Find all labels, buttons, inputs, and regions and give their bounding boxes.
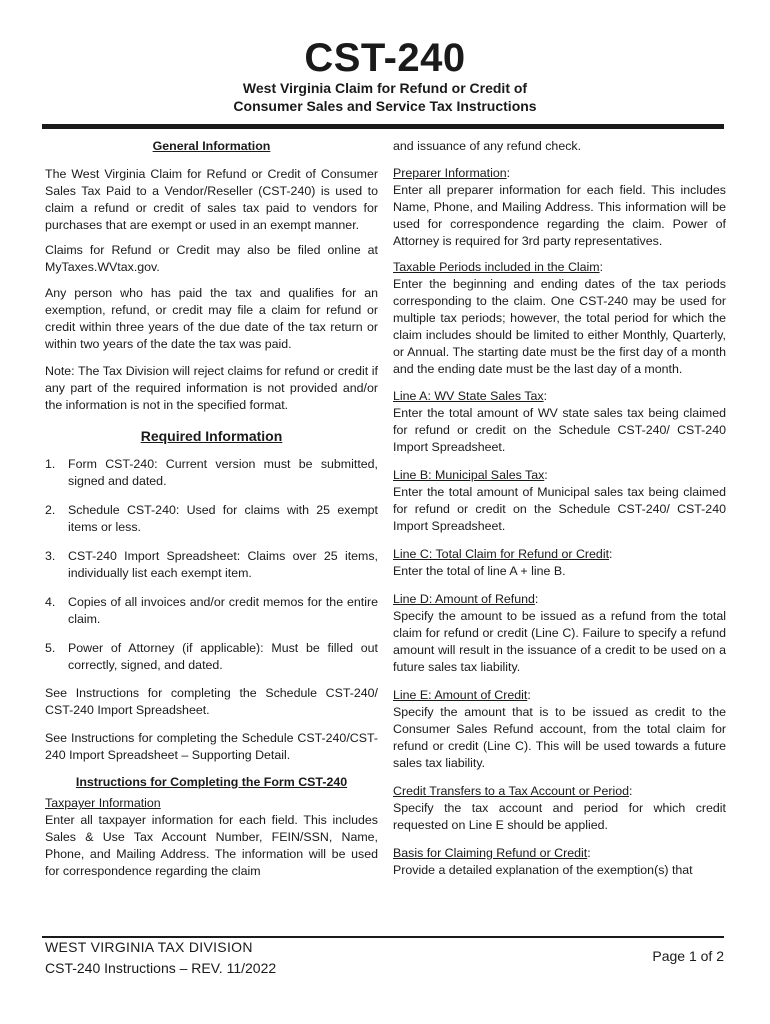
taxpayer-information-label-text: Taxpayer Information xyxy=(45,796,161,810)
line-b-label-text: Line B: Municipal Sales Tax xyxy=(393,468,545,482)
schedule-instructions-note: See Instructions for completing the Schedule CST-240/ CST-240 Import Spreadsheet. xyxy=(45,686,378,717)
footer-agency: WEST VIRGINIA TAX DIVISION xyxy=(45,939,253,955)
footer-revision: CST-240 Instructions – REV. 11/2022 xyxy=(45,960,277,976)
general-information-heading: General Information xyxy=(152,139,271,153)
general-paragraph-3: Any person who has paid the tax and qualifies for an exemption, refund, or credit may file a claim for refund or credit within three years of the due date of the tax return or within two years of the date the tax was paid. xyxy=(45,286,378,351)
document-subtitle xyxy=(0,79,770,115)
credit-transfers-text: Specify the tax account and period for which credit requested on Line E should be applied. xyxy=(393,801,726,832)
page-number: Page 1 of 2 xyxy=(652,948,724,964)
line-c-text: Enter the total of line A + line B. xyxy=(393,564,566,578)
line-b-text: Enter the total amount of Municipal sales tax being claimed for refund or credit on the Schedule CST-240/ CST-240 Import Spreadsheet. xyxy=(393,485,726,533)
line-c-label-text: Line C: Total Claim for Refund or Credit xyxy=(393,547,610,561)
preparer-information-text: Enter all preparer information for each field. This includes Name, Phone, and Mailing Address. This information will be used for correspondence regarding the claim. Power of Attorney is required for 3rd party representatives. xyxy=(393,183,726,248)
basis-for-claim-label-text: Basis for Claiming Refund or Credit xyxy=(393,846,588,860)
list-item-text: Schedule CST-240: Used for claims with 25 exempt items or less. xyxy=(68,503,378,534)
basis-for-claim-label: Basis for Claiming Refund or Credit: xyxy=(393,846,591,860)
left-column xyxy=(45,138,378,880)
footer-divider xyxy=(42,936,724,938)
basis-for-claim-text: Provide a detailed explanation of the exemption(s) that xyxy=(393,863,693,877)
subtitle-line-1: West Virginia Claim for Refund or Credit of xyxy=(242,80,528,96)
list-item-text: Copies of all invoices and/or credit memos for the entire claim. xyxy=(68,595,378,626)
list-item-text: Form CST-240: Current version must be submitted, signed and dated. xyxy=(68,457,378,488)
preparer-information-label: Preparer Information: xyxy=(393,166,511,180)
line-e-label: Line E: Amount of Credit: xyxy=(393,688,531,702)
subtitle-line-2: Consumer Sales and Service Tax Instructions xyxy=(233,98,537,114)
credit-transfers-label: Credit Transfers to a Tax Account or Period: xyxy=(393,784,633,798)
line-e-label-text: Line E: Amount of Credit xyxy=(393,688,528,702)
line-d-label: Line D: Amount of Refund: xyxy=(393,592,539,606)
required-information-heading: Required Information xyxy=(140,428,283,444)
taxable-periods-label-text: Taxable Periods included in the Claim xyxy=(393,260,600,274)
form-number-title: CST-240 xyxy=(304,36,466,80)
line-a-label-text: Line A: WV State Sales Tax xyxy=(393,389,544,403)
taxable-periods-label: Taxable Periods included in the Claim: xyxy=(393,260,604,274)
header-divider xyxy=(42,124,724,129)
credit-transfers-label-text: Credit Transfers to a Tax Account or Period xyxy=(393,784,629,798)
general-paragraph-4: Note: The Tax Division will reject claims for refund or credit if any part of the required information is not provided and/or the information is not in the specified format. xyxy=(45,364,378,412)
list-item xyxy=(45,594,378,628)
right-column xyxy=(393,138,726,879)
list-item-number: 2. xyxy=(45,503,56,517)
list-item-text: Power of Attorney (if applicable): Must be filled out correctly, signed, and dated. xyxy=(68,641,378,672)
list-item-number: 4. xyxy=(45,595,56,609)
taxable-periods-text: Enter the beginning and ending dates of the tax periods corresponding to the claim. One CST-240 may be used for multiple tax periods; however, the total period for which the claim includes should be limited to either Monthly, Quarterly, or Annual. The starting date must be the first day of a month and the ending date must be the last day of a month. xyxy=(393,277,726,376)
line-a-text: Enter the total amount of WV state sales tax being claimed for refund or credit on the Schedule CST-240/ CST-240 Import Spreadsheet. xyxy=(393,406,726,454)
line-a-label: Line A: WV State Sales Tax: xyxy=(393,389,548,403)
preparer-information-label-text: Preparer Information xyxy=(393,166,507,180)
taxpayer-information-text: Enter all taxpayer information for each field. This includes Sales & Use Tax Account Number, FEIN/SSN, Name, Phone, and Mailing Address. The information will be used for correspondence regarding the claim xyxy=(45,813,378,878)
list-item xyxy=(45,502,378,536)
list-item xyxy=(45,456,378,490)
list-item-number: 5. xyxy=(45,641,56,655)
supporting-detail-instructions-note: See Instructions for completing the Schedule CST-240/CST-240 Import Spreadsheet – Supporting Detail. xyxy=(45,731,378,762)
required-items-list xyxy=(45,456,378,674)
line-d-label-text: Line D: Amount of Refund xyxy=(393,592,535,606)
list-item-text: CST-240 Import Spreadsheet: Claims over 25 items, individually list each exempt item. xyxy=(68,549,378,580)
list-item-number: 1. xyxy=(45,457,56,471)
general-paragraph-2: Claims for Refund or Credit may also be filed online at MyTaxes.WVtax.gov. xyxy=(45,243,378,274)
line-c-label: Line C: Total Claim for Refund or Credit: xyxy=(393,547,613,561)
line-b-label: Line B: Municipal Sales Tax: xyxy=(393,468,548,482)
line-e-text: Specify the amount that is to be issued as credit to the Consumer Sales Refund account, from the total claim for refund or credit (Line C). This will be used towards a future sales tax liability. xyxy=(393,705,726,770)
general-paragraph-1: The West Virginia Claim for Refund or Credit of Consumer Sales Tax Paid to a Vendor/Reseller (CST-240) is used to claim a refund or credit of sales tax paid to vendors for purchases that are exempt or used in an exempt manner. xyxy=(45,167,378,232)
continuation-text: and issuance of any refund check. xyxy=(393,139,582,153)
completing-form-heading: Instructions for Completing the Form CST-240 xyxy=(75,775,348,789)
taxpayer-information-label xyxy=(45,795,378,812)
list-item xyxy=(45,548,378,582)
line-d-text: Specify the amount to be issued as a refund from the total claim for refund or credit (Line C). Failure to specify a refund amount will result in the issuance of a credit to be used on a future sales tax liability. xyxy=(393,609,726,674)
list-item-number: 3. xyxy=(45,549,56,563)
list-item xyxy=(45,640,378,674)
